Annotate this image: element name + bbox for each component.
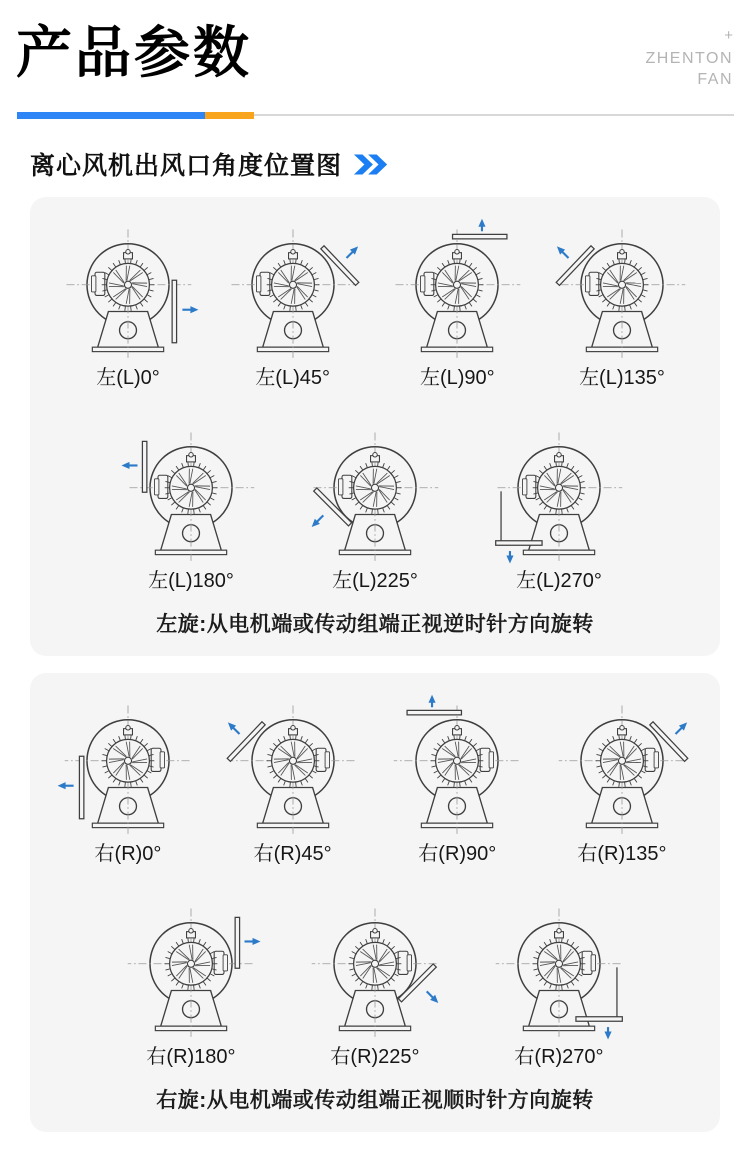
fan-diagram-svg (483, 896, 635, 1044)
fan-angle-label: 右(R)90° (418, 843, 497, 865)
fan-diagram-svg (299, 896, 451, 1044)
fan-diagram-l270 (483, 420, 635, 594)
fan-diagram-l180 (115, 420, 267, 594)
fan-angle-label: 左(L)270° (516, 570, 602, 592)
fan-diagram-svg (483, 420, 635, 568)
page-title: 产品参数 (16, 21, 252, 84)
fan-diagram-svg (217, 217, 369, 365)
fan-diagram-r270 (483, 896, 635, 1070)
fan-row-bottom (30, 420, 720, 594)
fan-diagram-svg (52, 217, 204, 365)
fan-angle-label: 左(L)135° (579, 367, 665, 389)
fan-row-top (30, 197, 720, 391)
fan-diagram-svg (217, 693, 369, 841)
title-underline (17, 111, 734, 119)
fan-row-top (30, 673, 720, 867)
fan-diagram-r90 (381, 693, 533, 867)
section-heading-row (30, 146, 389, 182)
fan-diagram-r225 (299, 896, 451, 1070)
underline-blue-bar (17, 112, 205, 119)
fan-diagram-l135 (546, 217, 698, 391)
panel-caption: 左旋:从电机端或传动组端正视逆时针方向旋转 (156, 613, 594, 636)
fan-angle-label: 左(L)45° (255, 367, 330, 389)
fan-diagram-svg (115, 896, 267, 1044)
fan-diagram-svg (299, 420, 451, 568)
underline-thin-rule (254, 114, 734, 116)
fan-angle-label: 右(R)270° (514, 1046, 604, 1068)
brand-name: ZHENTON (645, 50, 733, 67)
fan-angle-label: 左(L)225° (332, 570, 418, 592)
fan-row-bottom (30, 896, 720, 1070)
fan-diagram-r180 (115, 896, 267, 1070)
fan-angle-label: 右(R)180° (146, 1046, 236, 1068)
right-rotation-panel (30, 673, 720, 1132)
fan-diagram-svg (546, 217, 698, 365)
fan-angle-label: 右(R)0° (94, 843, 162, 865)
fan-diagram-l225 (299, 420, 451, 594)
fan-diagram-svg (115, 420, 267, 568)
brand-logo (645, 28, 733, 90)
fan-diagram-svg (546, 693, 698, 841)
brand-sub: FAN (697, 71, 733, 88)
double-chevron-icon (353, 153, 389, 176)
fan-diagram-r135 (546, 693, 698, 867)
fan-angle-label: 右(R)45° (253, 843, 332, 865)
underline-orange-bar (205, 112, 254, 119)
fan-angle-label: 左(L)0° (96, 367, 160, 389)
fan-diagram-r0 (52, 693, 204, 867)
fan-diagram-l0 (52, 217, 204, 391)
panel-caption: 右旋:从电机端或传动组端正视顺时针方向旋转 (156, 1089, 594, 1112)
fan-diagram-l90 (381, 217, 533, 391)
fan-diagram-svg (381, 693, 533, 841)
fan-angle-label: 左(L)180° (148, 570, 234, 592)
fan-diagram-svg (52, 693, 204, 841)
fan-angle-label: 右(R)135° (577, 843, 667, 865)
fan-diagram-svg (381, 217, 533, 365)
fan-angle-label: 右(R)225° (330, 1046, 420, 1068)
fan-angle-label: 左(L)90° (419, 367, 495, 389)
fan-diagram-r45 (217, 693, 369, 867)
fan-diagram-l45 (217, 217, 369, 391)
left-rotation-panel (30, 197, 720, 656)
brand-plus: + (724, 27, 733, 44)
section-heading: 离心风机出风口角度位置图 (30, 152, 343, 180)
